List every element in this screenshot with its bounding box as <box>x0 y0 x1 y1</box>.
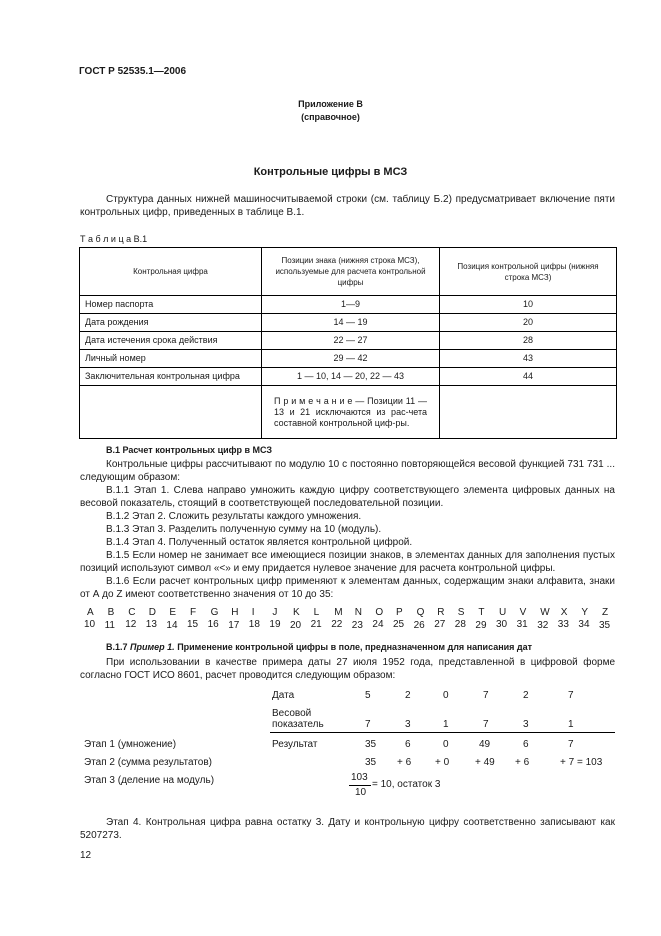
alphabet-value: 23 <box>351 620 363 631</box>
b1-6-paragraph: В.1.6 Если расчет контрольных цифр применяют к элементам данных, содержащим знаки алфавита, знаки от А до Z имеют соответственно значения от 10 до 35: <box>80 576 615 600</box>
alphabet-value: 20 <box>290 620 302 631</box>
sum-term: + 0 <box>435 757 450 768</box>
alphabet-value: 14 <box>166 620 178 631</box>
result-value: 0 <box>443 739 449 750</box>
table-caption: Т а б л и ц а В.1 <box>80 234 148 244</box>
table-cell: 10 <box>440 296 617 314</box>
alphabet-letter: Q <box>416 607 425 618</box>
alphabet-value: 19 <box>269 619 281 630</box>
alphabet-value: 34 <box>578 619 590 630</box>
example-heading: В.1.7 Пример 1. Применение контрольной цифры в поле, предназначенном для написания дат <box>106 642 533 652</box>
table-cell: Личный номер <box>80 350 262 368</box>
stage4-paragraph: Этап 4. Контрольная цифра равна остатку 3. Дату и контрольную цифру соответственно записывают как 5207273. <box>80 817 615 841</box>
weight-digit: 7 <box>365 719 371 730</box>
b1-4-paragraph: В.1.4 Этап 4. Полученный остаток является контрольной цифрой. <box>106 537 413 548</box>
alphabet-letter: Z <box>602 607 609 618</box>
alphabet-letter: G <box>210 607 219 618</box>
alphabet-letter: D <box>148 607 157 618</box>
table-cell: 14 — 19 <box>262 314 440 332</box>
sum-term: 35 <box>365 757 377 768</box>
stage3-label: Этап 3 (деление на модуль) <box>84 775 215 786</box>
fraction-numerator: 103 <box>351 772 368 783</box>
table-cell: Заключительная контрольная цифра <box>80 368 262 386</box>
result-value: 7 <box>568 739 574 750</box>
label-result: Результат <box>272 739 318 750</box>
table-cell: 20 <box>440 314 617 332</box>
alphabet-letter: N <box>354 607 363 618</box>
alphabet-letter: W <box>540 607 550 618</box>
date-digit: 7 <box>568 690 574 701</box>
alphabet-letter: U <box>499 607 507 618</box>
date-digit: 5 <box>365 690 371 701</box>
table-cell: 22 — 27 <box>262 332 440 350</box>
table-row <box>80 350 617 368</box>
alphabet-value: 17 <box>228 620 240 631</box>
table-header-cell: Позиция контрольной цифры (нижняя строка МСЗ) <box>440 248 617 296</box>
alphabet-letter: R <box>437 607 445 618</box>
b1-5-paragraph: В.1.5 Если номер не занимает все имеющиеся позиции знаков, в элементах данных для заполнения пустых позиций используют символ «<» и ему придается нулевое значение для расчета контрольной цифры. <box>80 550 615 574</box>
table-note-row <box>80 386 617 439</box>
table-cell: 1—9 <box>262 296 440 314</box>
alphabet-value: 16 <box>207 619 219 630</box>
alphabet-value: 13 <box>145 619 157 630</box>
stage1-label: Этап 1 (умножение) <box>84 739 177 750</box>
sum-term: + 7 = 103 <box>560 757 603 768</box>
alphabet-value: 32 <box>537 620 549 631</box>
alphabet-letter: X <box>560 607 568 618</box>
table-cell: Номер паспорта <box>80 296 262 314</box>
fraction-result: = 10, остаток 3 <box>372 779 441 790</box>
alphabet-value: 22 <box>331 619 343 630</box>
weight-digit: 1 <box>443 719 449 730</box>
alphabet-value: 30 <box>496 619 508 630</box>
document-header: ГОСТ Р 52535.1—2006 <box>79 66 187 77</box>
section-title: Контрольные цифры в МСЗ <box>253 166 408 178</box>
table-cell: Дата истечения срока действия <box>80 332 262 350</box>
alphabet-value: 29 <box>475 620 487 631</box>
alphabet-letter: L <box>313 607 320 618</box>
alphabet-value: 25 <box>393 619 405 630</box>
alphabet-letter: Y <box>581 607 589 618</box>
alphabet-letter: J <box>272 607 278 618</box>
sum-term: + 6 <box>397 757 412 768</box>
alphabet-value: 31 <box>516 619 528 630</box>
alphabet-value: 12 <box>125 619 137 630</box>
table-cell: 1 — 10, 14 — 20, 22 — 43 <box>262 368 440 386</box>
result-value: 49 <box>479 739 491 750</box>
alphabet-value: 35 <box>599 620 611 631</box>
alphabet-value: 21 <box>310 619 322 630</box>
label-weight-1: Весовой <box>272 708 312 719</box>
date-digit: 0 <box>443 690 449 701</box>
alphabet-value: 27 <box>434 619 446 630</box>
weight-digit: 3 <box>523 719 529 730</box>
table-header-cell: Контрольная цифра <box>80 248 262 296</box>
date-digit: 7 <box>483 690 489 701</box>
weight-digit: 7 <box>483 719 489 730</box>
date-digit: 2 <box>523 690 529 701</box>
appendix-subtitle: (справочное) <box>301 112 360 122</box>
weight-digit: 3 <box>405 719 411 730</box>
stage2-label: Этап 2 (сумма результатов) <box>84 757 212 768</box>
table-row <box>80 368 617 386</box>
alphabet-letter: I <box>251 607 255 618</box>
sum-term: + 49 <box>475 757 495 768</box>
b1-paragraph: Контрольные цифры рассчитывают по модулю 10 с постоянно повторяющейся весовой функцией 731 731 ... следующим образом: <box>80 459 615 483</box>
fraction-line <box>349 785 371 786</box>
table-cell: Дата рождения <box>80 314 262 332</box>
alphabet-letter: B <box>107 607 115 618</box>
alphabet-value: 10 <box>84 619 96 630</box>
weight-digit: 1 <box>568 719 574 730</box>
alphabet-letter: T <box>478 607 485 618</box>
result-value: 35 <box>365 739 377 750</box>
table-header-cell: Позиции знака (нижняя строка МСЗ), используемые для расчета контрольной цифры <box>262 248 440 296</box>
label-weight-2: показатель <box>272 719 324 730</box>
sum-term: + 6 <box>515 757 530 768</box>
alphabet-letter: K <box>293 607 300 618</box>
example-intro: При использовании в качестве примера даты 27 июля 1952 года, представленной в цифровой форме согласно ГОСТ ИСО 8601, расчет проводится следующим образом: <box>80 657 615 681</box>
alphabet-letter: P <box>396 607 403 618</box>
intro-paragraph: Структура данных нижней машиносчитываемой строки (см. таблицу Б.2) предусматривает включение пяти контрольных цифр, приведенных в таблице В.1. <box>80 194 615 218</box>
result-value: 6 <box>523 739 529 750</box>
b1-2-paragraph: В.1.2 Этап 2. Сложить результаты каждого умножения. <box>106 511 362 522</box>
alphabet-letter: O <box>375 607 384 618</box>
b1-3-paragraph: В.1.3 Этап 3. Разделить полученную сумму на 10 (модуль). <box>106 524 382 535</box>
table-cell: 29 — 42 <box>262 350 440 368</box>
alphabet-value: 26 <box>413 620 425 631</box>
date-digit: 2 <box>405 690 411 701</box>
alphabet-letter: A <box>87 607 94 618</box>
calc-divider <box>270 732 615 733</box>
alphabet-letter: H <box>231 607 239 618</box>
table-row <box>80 296 617 314</box>
fraction-denominator: 10 <box>355 787 367 798</box>
table-cell-empty <box>440 386 617 439</box>
table-note: П р и м е ч а н и е — Позиции 11 — 13 и 21 исключаются из рас-чета составной контрольной циф-ры. <box>262 386 440 439</box>
table-row <box>80 332 617 350</box>
alphabet-letter: M <box>334 607 343 618</box>
page-number: 12 <box>80 850 92 861</box>
section-b1-heading: В.1 Расчет контрольных цифр в МСЗ <box>106 445 273 455</box>
alphabet-letter: C <box>128 607 136 618</box>
alphabet-value: 15 <box>187 619 199 630</box>
label-date: Дата <box>272 690 295 701</box>
alphabet-value: 24 <box>372 619 384 630</box>
table-row <box>80 314 617 332</box>
table-cell: 43 <box>440 350 617 368</box>
table-header-row <box>80 248 617 296</box>
result-value: 6 <box>405 739 411 750</box>
table-cell-empty <box>80 386 262 439</box>
alphabet-letter: E <box>169 607 177 618</box>
b1-1-paragraph: В.1.1 Этап 1. Слева направо умножить каждую цифру соответствующего элемента цифровых данных на весовой показатель, стоящий в соответствующей последовательной позиции. <box>80 485 615 509</box>
table-cell: 28 <box>440 332 617 350</box>
appendix-title: Приложение В <box>298 99 363 109</box>
alphabet-value: 33 <box>557 619 569 630</box>
alphabet-value: 28 <box>454 619 466 630</box>
alphabet-letter: V <box>519 607 527 618</box>
check-digit-table <box>79 247 617 439</box>
alphabet-letter: F <box>190 607 197 618</box>
alphabet-value: 18 <box>248 619 260 630</box>
table-cell: 44 <box>440 368 617 386</box>
alphabet-value: 11 <box>104 620 115 631</box>
alphabet-letter: S <box>457 607 465 618</box>
